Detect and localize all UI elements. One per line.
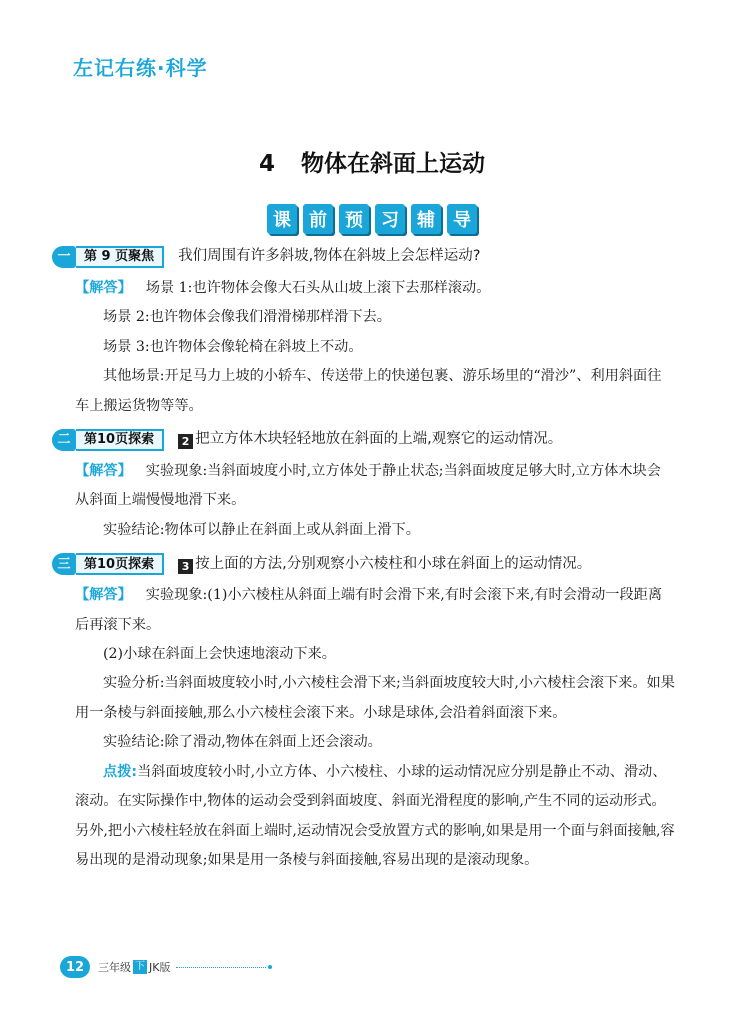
question-3-row — [25, 549, 675, 579]
section-banner — [0, 204, 744, 234]
section-banner-char: 预 — [339, 204, 369, 234]
answer-3-line-1: 【解答】 实验现象:(1)小六棱柱从斜面上端有时会滑下来,有时会滚下来,有时会滑动一段距离后再滚下来。 — [75, 587, 663, 633]
answer-1-line-2: 场景 2:也许物体会像我们滑滑梯那样滑下去。 — [103, 309, 391, 326]
answer-3-line-2: (2)小球在斜面上会快速地滚动下来。 — [103, 646, 336, 663]
question-3-text: 3 按上面的方法,分别观察小六棱柱和小球在斜面上的运动情况。 — [178, 550, 591, 579]
tip-label: 点拨: — [103, 763, 138, 780]
question-3-tag — [52, 553, 164, 575]
answer-1-line-4: 其他场景:开足马力上坡的小轿车、传送带上的快递包裹、游乐场里的“滑沙”、利用斜面往车上搬运货物等等。 — [75, 368, 662, 414]
content — [57, 238, 675, 875]
footer-dots — [176, 967, 266, 968]
question-2-text: 2 把立方体木块轻轻地放在斜面的上端,观察它的运动情况。 — [178, 425, 562, 454]
question-2-tag-label: 第10页探索 — [76, 429, 164, 451]
tip-paragraph — [75, 758, 675, 876]
footer-edition: JK版 — [149, 961, 171, 974]
question-1-tag-label: 第 9 页聚焦 — [76, 246, 164, 268]
answer-2-line-1: 【解答】 实验现象:当斜面坡度小时,立方体处于静止状态;当斜面坡度足够大时,立方体木块会从斜面上端慢慢地滑下来。 — [75, 463, 661, 509]
section-banner-char: 前 — [303, 204, 333, 234]
answer-2-line-2: 实验结论:物体可以静止在斜面上或从斜面上滑下。 — [103, 521, 420, 538]
answer-label: 【解答】 — [75, 587, 132, 604]
section-banner-char: 辅 — [411, 204, 441, 234]
chapter-name: 物体在斜面上运动 — [301, 151, 485, 177]
footer — [60, 956, 272, 978]
chapter-title — [0, 145, 744, 178]
footer-term: 下 — [135, 961, 145, 972]
answer-3-line-3: 实验分析:当斜面坡度较小时,小六棱柱会滑下来;当斜面坡度较大时,小六棱柱会滚下来。如果用一条棱与斜面接触,那么小六棱柱会滚下来。小球是球体,会沿着斜面滚下来。 — [75, 675, 675, 721]
section-banner-char: 习 — [375, 204, 405, 234]
question-2-marker: 2 — [178, 434, 193, 449]
question-3-number: 三 — [52, 553, 76, 575]
brand-title: 左记右练·科学 — [73, 56, 208, 80]
question-1-number: 一 — [52, 246, 76, 268]
question-2-row — [25, 425, 675, 455]
answer-1-line-3: 场景 3:也许物体会像轮椅在斜坡上不动。 — [103, 338, 363, 355]
question-2-number: 二 — [52, 429, 76, 451]
question-2-tag — [52, 429, 164, 451]
question-3-tag-label: 第10页探索 — [76, 553, 164, 575]
answer-3-line-4: 实验结论:除了滑动,物体在斜面上还会滚动。 — [103, 734, 382, 751]
tip-text: 当斜面坡度较小时,小立方体、小六棱柱、小球的运动情况应分别是静止不动、滑动、滚动。在实际操作中,物体的运动会受到斜面坡度、斜面光滑程度的影响,产生不同的运动形式。另外,把小六棱柱轻放在斜面上端时,运动情况会受放置方式的影响,如果是用一个面与斜面接触,容易出现的是滑动现象;如果是用一条棱与斜面接触,容易出现的是滚动现象。 — [75, 763, 675, 868]
answer-label: 【解答】 — [75, 280, 132, 296]
page-number: 12 — [60, 956, 90, 978]
question-1-text: 我们周围有许多斜坡,物体在斜坡上会怎样运动? — [178, 248, 481, 265]
answer-1-line-1: 【解答】 场景 1:也许物体会像大石头从山坡上滚下去那样滚动。 — [75, 280, 491, 296]
footer-end-dot — [268, 965, 272, 969]
section-banner-char: 课 — [267, 204, 297, 234]
answer-label: 【解答】 — [75, 463, 132, 480]
question-3-marker: 3 — [178, 559, 193, 574]
section-banner-char: 导 — [447, 204, 477, 234]
footer-grade: 三年级 — [98, 961, 131, 974]
question-1-row — [25, 242, 675, 272]
question-1-tag — [52, 246, 164, 268]
chapter-number: 4 — [258, 151, 275, 177]
